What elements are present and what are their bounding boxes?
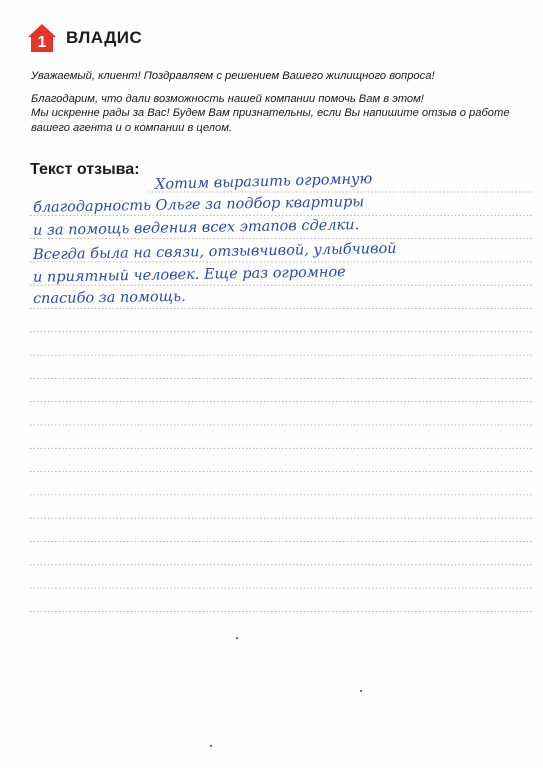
handwritten-line: Хотим выразить огромную	[154, 171, 373, 193]
scan-speck	[236, 637, 238, 639]
thanks-text-line-1: Благодарим, что дали возможность нашей компании помочь Вам в этом!	[31, 92, 424, 105]
review-label: Текст отзыва:	[30, 161, 140, 178]
handwritten-line: и приятный человек. Еще раз огромное	[32, 264, 346, 286]
thanks-text-line-3: вашего агента и о компании в целом.	[31, 121, 232, 134]
handwritten-line: благодарность Ольге за подбор квартиры	[32, 194, 365, 216]
brand-name: ВЛАДИС	[66, 28, 143, 47]
logo-digit: 1	[37, 34, 47, 51]
scan-speck	[360, 690, 362, 692]
handwritten-line: спасибо за помощь.	[32, 288, 186, 308]
handwritten-line: и за помощь ведения всех этапов сделки.	[32, 217, 360, 239]
thanks-text-line-2: Мы искренне рады за Вас! Будем Вам признательны, если Вы напишите отзыв о работе	[31, 107, 510, 119]
scan-speck	[210, 745, 212, 747]
handwritten-line: Всегда была на связи, отзывчивой, улыбчивой	[32, 240, 397, 264]
greeting-text: Уважаемый, клиент! Поздравляем с решением Вашего жилищного вопроса!	[31, 70, 435, 82]
